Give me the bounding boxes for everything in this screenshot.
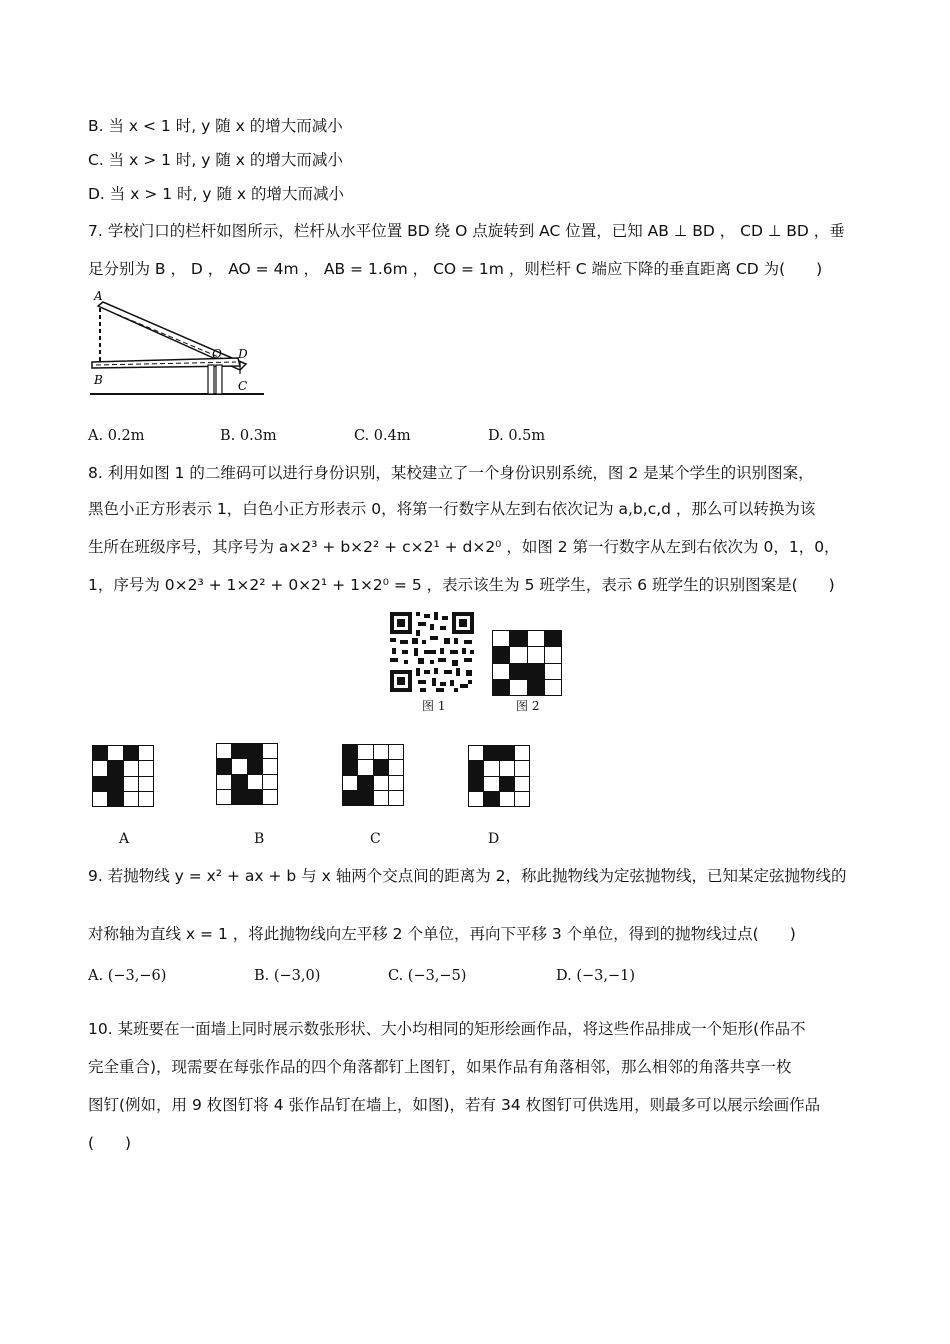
label-o: O — [212, 347, 222, 361]
pattern-option-c — [342, 744, 404, 806]
pattern-cell — [500, 761, 514, 775]
q9-option-c: C. (−3,−5) — [388, 968, 467, 984]
q7-option-c: C. 0.4m — [354, 428, 411, 444]
pattern-cell — [374, 791, 388, 805]
pattern-cell — [232, 744, 246, 758]
pattern-cell — [232, 790, 246, 804]
pattern-cell — [469, 761, 483, 775]
label-option-a: A — [119, 831, 130, 847]
q7-option-b: B. 0.3m — [220, 428, 277, 444]
pattern-cell — [248, 790, 262, 804]
pattern-cell — [232, 759, 246, 773]
pattern-cell — [484, 746, 498, 760]
q10-text-line4: ( ) — [88, 1134, 132, 1152]
pattern-cell — [343, 760, 357, 774]
q6-option-c: C. 当 x > 1 时, y 随 x 的增大而减小 — [88, 151, 343, 169]
pattern-cell — [528, 680, 544, 695]
q7-option-d: D. 0.5m — [488, 428, 546, 444]
label-c: C — [238, 379, 248, 393]
pattern-cell — [358, 760, 372, 774]
pattern-cell — [124, 792, 138, 806]
pattern-option-d — [468, 745, 530, 807]
pattern-fig2 — [492, 630, 562, 696]
pattern-cell — [510, 647, 526, 662]
pattern-cell — [500, 777, 514, 791]
pattern-option-a — [92, 745, 154, 807]
pattern-cell — [374, 760, 388, 774]
label-b: B — [94, 373, 103, 387]
pattern-cell — [343, 776, 357, 790]
pattern-cell — [469, 792, 483, 806]
pattern-option-b — [216, 743, 278, 805]
pattern-cell — [493, 647, 509, 662]
pattern-cell — [515, 761, 529, 775]
pattern-cell — [358, 791, 372, 805]
pattern-cell — [493, 631, 509, 646]
pattern-cell — [358, 776, 372, 790]
pattern-cell — [248, 775, 262, 789]
q7-text-line2: 足分别为 B ， D ， AO = 4m ， AB = 1.6m ， CO = 1m ，则栏杆 C 端应下降的垂直距离 CD 为( ) — [88, 260, 823, 278]
pattern-cell — [493, 664, 509, 679]
pattern-cell — [528, 664, 544, 679]
pattern-cell — [500, 792, 514, 806]
pattern-cell — [108, 746, 122, 760]
pattern-cell — [545, 647, 561, 662]
pattern-cell — [263, 744, 277, 758]
pattern-cell — [248, 744, 262, 758]
pattern-cell — [374, 776, 388, 790]
q9-text-line1: 9. 若抛物线 y = x² + ax + b 与 x 轴两个交点间的距离为 2，称此抛物线为定弦抛物线，已知某定弦抛物线的 — [88, 867, 847, 885]
q6-option-b: B. 当 x < 1 时, y 随 x 的增大而减小 — [88, 117, 343, 135]
q8-text-line4: 1，序号为 0×2³ + 1×2² + 0×2¹ + 1×2⁰ = 5 ，表示该生为 5 班学生，表示 6 班学生的识别图案是( ) — [88, 576, 835, 594]
q9-option-b: B. (−3,0) — [254, 968, 321, 984]
pattern-cell — [263, 790, 277, 804]
pattern-cell — [545, 664, 561, 679]
caption-fig1: 图 1 — [422, 699, 446, 713]
q10-text-line1: 10. 某班要在一面墙上同时展示数张形状、大小均相同的矩形绘画作品，将这些作品排成一个矩形(作品不 — [88, 1020, 806, 1038]
pattern-cell — [389, 760, 403, 774]
pattern-cell — [484, 777, 498, 791]
q8-text-line3: 生所在班级序号，其序号为 a×2³ + b×2² + c×2¹ + d×2⁰ ，如图 2 第一行数字从左到右依次为 0，1，0， — [88, 538, 840, 556]
q9-option-d: D. (−3,−1) — [556, 968, 635, 984]
pattern-cell — [248, 759, 262, 773]
pattern-cell — [545, 680, 561, 695]
pattern-cell — [515, 777, 529, 791]
q8-text-line2: 黑色小正方形表示 1，白色小正方形表示 0，将第一行数字从左到右依次记为 a,b,c,d ，那么可以转换为该 — [88, 500, 816, 518]
pattern-cell — [515, 746, 529, 760]
pattern-cell — [528, 647, 544, 662]
q10-text-line3: 图钉(例如，用 9 枚图钉将 4 张作品钉在墙上，如图)，若有 34 枚图钉可供选用，则最多可以展示绘画作品 — [88, 1096, 821, 1114]
label-option-b: B — [254, 831, 265, 847]
pattern-cell — [93, 777, 107, 791]
pattern-cell — [528, 631, 544, 646]
pattern-cell — [343, 745, 357, 759]
pattern-cell — [108, 792, 122, 806]
pattern-cell — [484, 792, 498, 806]
pattern-cell — [124, 746, 138, 760]
pattern-cell — [139, 792, 153, 806]
pattern-cell — [217, 790, 231, 804]
pattern-cell — [93, 792, 107, 806]
pattern-cell — [217, 759, 231, 773]
pattern-cell — [358, 745, 372, 759]
pattern-cell — [108, 761, 122, 775]
q10-text-line2: 完全重合)，现需要在每张作品的四个角落都钉上图钉，如果作品有角落相邻，那么相邻的角落共享一枚 — [88, 1058, 792, 1076]
pattern-cell — [217, 744, 231, 758]
qr-code-figure — [388, 610, 478, 694]
pattern-cell — [469, 777, 483, 791]
pattern-cell — [232, 775, 246, 789]
pattern-cell — [217, 775, 231, 789]
pattern-cell — [263, 775, 277, 789]
pattern-cell — [500, 746, 514, 760]
q7-text-line1: 7. 学校门口的栏杆如图所示，栏杆从水平位置 BD 绕 O 点旋转到 AC 位置，已知 AB ⊥ BD ， CD ⊥ BD ，垂 — [88, 222, 845, 240]
label-option-c: C — [370, 831, 381, 847]
pattern-cell — [510, 664, 526, 679]
label-option-d: D — [488, 831, 500, 847]
q9-text-line2: 对称轴为直线 x = 1 ，将此抛物线向左平移 2 个单位，再向下平移 3 个单位，得到的抛物线过点( ) — [88, 925, 796, 943]
q7-gate-figure — [88, 286, 268, 401]
pattern-cell — [389, 776, 403, 790]
pattern-cell — [124, 777, 138, 791]
pattern-cell — [389, 745, 403, 759]
pattern-cell — [510, 631, 526, 646]
pattern-cell — [484, 761, 498, 775]
q8-text-line1: 8. 利用如图 1 的二维码可以进行身份识别，某校建立了一个身份识别系统，图 2 是某个学生的识别图案， — [88, 464, 814, 482]
pattern-cell — [124, 761, 138, 775]
pattern-cell — [545, 631, 561, 646]
pattern-cell — [389, 791, 403, 805]
pattern-cell — [493, 680, 509, 695]
pattern-cell — [93, 761, 107, 775]
pattern-cell — [343, 791, 357, 805]
pattern-cell — [93, 746, 107, 760]
q9-option-a: A. (−3,−6) — [88, 968, 167, 984]
pattern-cell — [263, 759, 277, 773]
pattern-cell — [139, 777, 153, 791]
q7-option-a: A. 0.2m — [88, 428, 145, 444]
pattern-cell — [515, 792, 529, 806]
pattern-cell — [469, 746, 483, 760]
pattern-cell — [374, 745, 388, 759]
pattern-cell — [139, 761, 153, 775]
pattern-cell — [510, 680, 526, 695]
pattern-cell — [108, 777, 122, 791]
label-d: D — [238, 347, 248, 361]
q6-option-d: D. 当 x > 1 时, y 随 x 的增大而减小 — [88, 185, 345, 203]
pattern-cell — [139, 746, 153, 760]
label-a: A — [94, 289, 103, 303]
caption-fig2: 图 2 — [516, 699, 540, 713]
